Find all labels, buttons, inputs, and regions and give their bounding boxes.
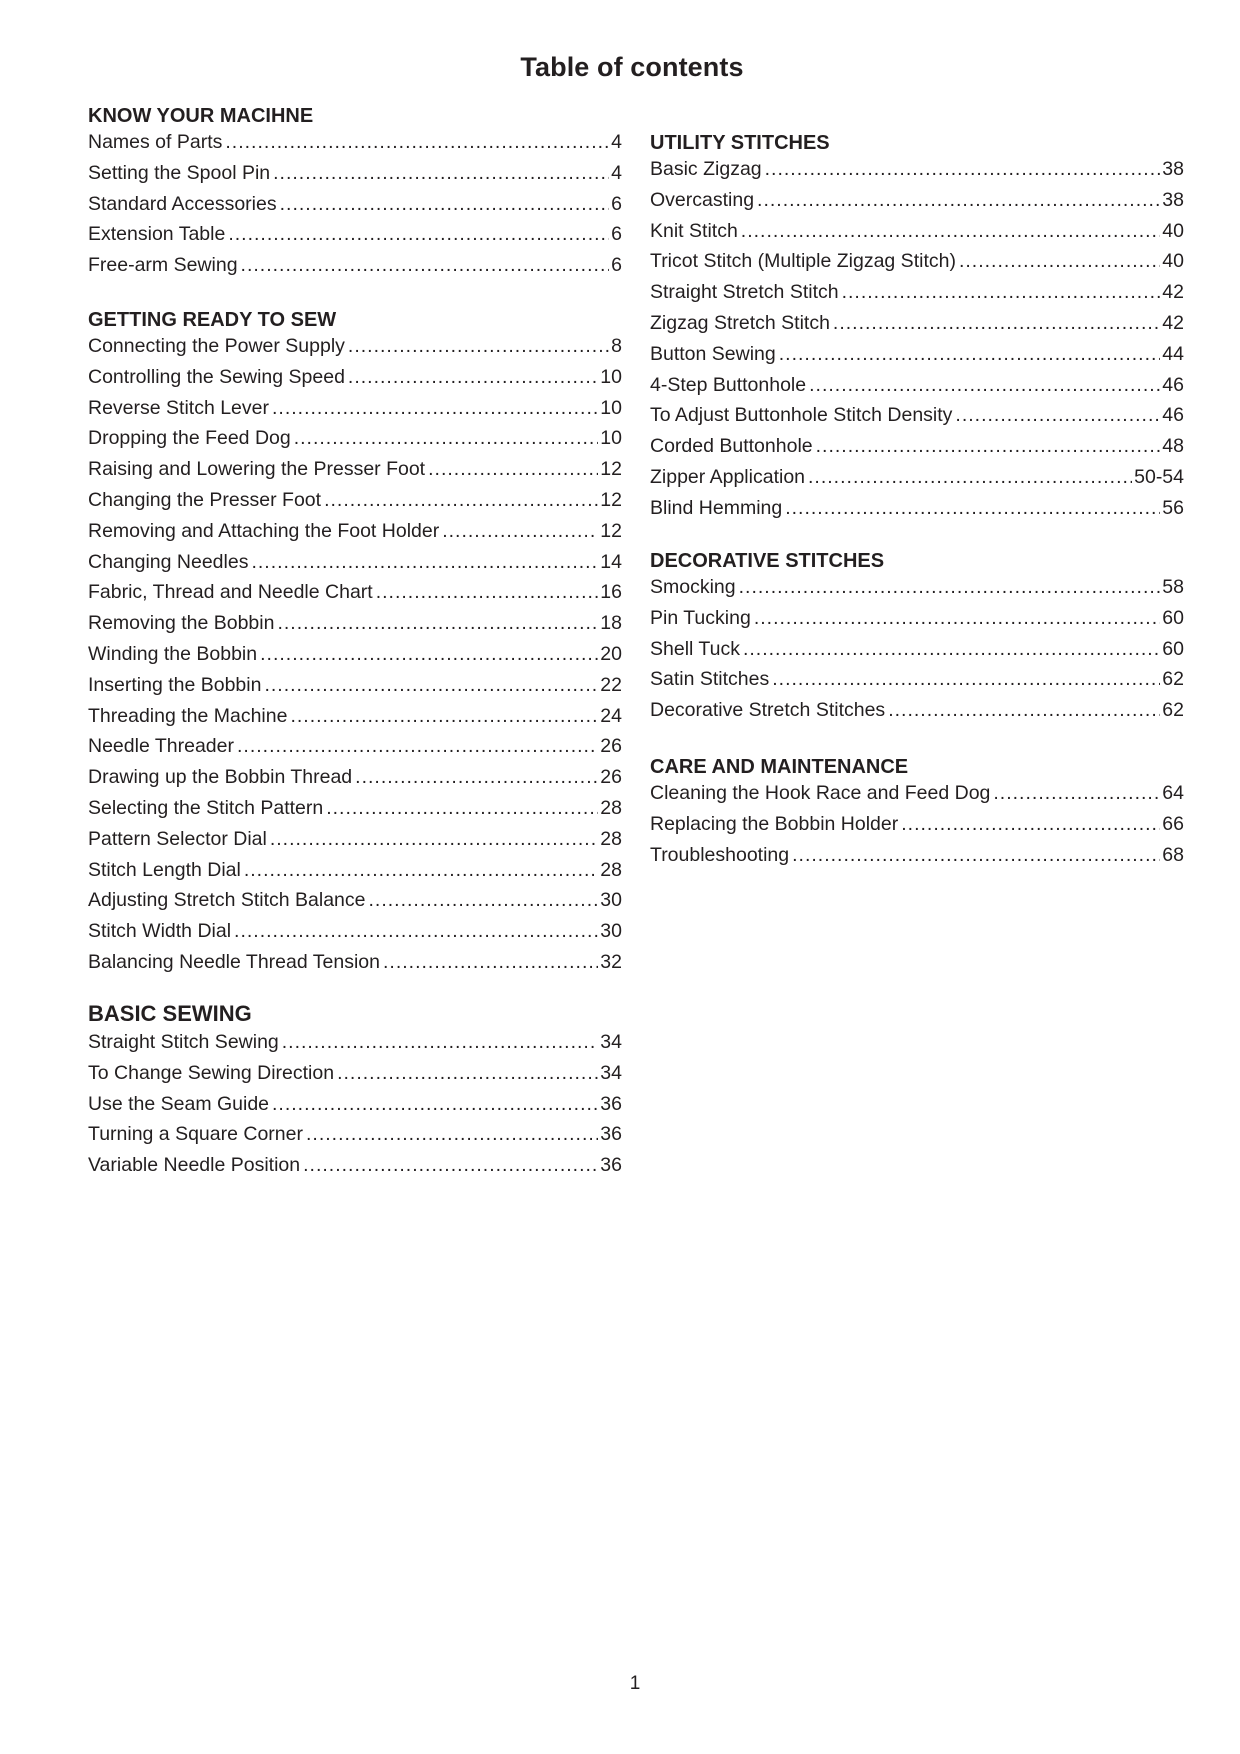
dot-leader [306, 1120, 598, 1148]
toc-entry[interactable] [650, 217, 1184, 248]
dot-leader [270, 825, 598, 853]
toc-section-getting-ready-to-sew [88, 308, 622, 979]
entry-label: Free-arm Sewing [88, 254, 238, 277]
dot-leader [272, 394, 598, 422]
entry-page-number: 4 [611, 161, 622, 184]
entry-label: Removing and Attaching the Foot Holder [88, 519, 440, 542]
dot-leader [237, 732, 598, 760]
toc-entry[interactable] [650, 463, 1184, 494]
toc-entry[interactable] [88, 578, 622, 609]
dot-leader [792, 841, 1160, 869]
entry-label: Balancing Needle Thread Tension [88, 950, 380, 973]
toc-entry[interactable] [88, 732, 622, 763]
entry-label: Straight Stretch Stitch [650, 281, 839, 304]
dot-leader [383, 948, 598, 976]
entry-label: Controlling the Sewing Speed [88, 365, 345, 388]
dot-leader [765, 155, 1161, 183]
section-heading: KNOW YOUR MACIHNE [88, 105, 314, 127]
toc-entry[interactable] [650, 340, 1184, 371]
dot-leader [888, 696, 1160, 724]
toc-entry[interactable] [650, 247, 1184, 278]
entry-page-number: 18 [600, 612, 622, 635]
entry-label: To Change Sewing Direction [88, 1061, 335, 1084]
entry-page-number: 4 [611, 131, 622, 153]
dot-leader [272, 1090, 598, 1118]
entry-page-number: 32 [600, 950, 622, 973]
entry-label: Extension Table [88, 223, 226, 246]
entry-label: Zigzag Stretch Stitch [650, 311, 830, 334]
toc-entry[interactable] [88, 917, 622, 948]
toc-entry[interactable] [88, 1059, 622, 1090]
dot-leader [251, 548, 598, 576]
entry-label: Basic Zigzag [650, 158, 762, 180]
entry-label: Names of Parts [88, 131, 223, 153]
toc-entry[interactable] [88, 363, 622, 394]
dot-leader [741, 217, 1161, 245]
dot-leader [337, 1059, 598, 1087]
entry-page-number: 12 [600, 458, 622, 481]
toc-entry[interactable] [88, 794, 622, 825]
toc-entry[interactable] [650, 779, 1184, 810]
entry-label: Dropping the Feed Dog [88, 427, 291, 450]
dot-leader [244, 856, 598, 884]
entry-page-number: 8 [611, 335, 622, 357]
entry-page-number: 28 [600, 827, 622, 850]
entry-label: Straight Stitch Sewing [88, 1031, 279, 1053]
dot-leader [816, 432, 1161, 460]
entry-page-number: 68 [1162, 843, 1184, 866]
dot-leader [348, 332, 609, 360]
entry-page-number: 60 [1162, 606, 1184, 629]
entry-label: Replacing the Bobbin Holder [650, 812, 899, 835]
entry-page-number: 62 [1162, 668, 1184, 691]
entry-page-number: 6 [611, 254, 622, 277]
entry-label: Smocking [650, 576, 736, 598]
entry-page-number: 24 [600, 704, 622, 727]
page-number: 1 [629, 1673, 641, 1694]
dot-leader [303, 1151, 598, 1179]
dot-leader [225, 128, 609, 156]
dot-leader [955, 401, 1160, 429]
entry-page-number: 26 [600, 766, 622, 789]
dot-leader [280, 190, 610, 218]
dot-leader [757, 186, 1160, 214]
entry-page-number: 10 [600, 365, 622, 388]
toc-entry[interactable] [88, 856, 622, 887]
toc-entry[interactable] [88, 486, 622, 517]
toc-entry[interactable] [650, 155, 1184, 186]
entry-page-number: 10 [600, 396, 622, 419]
entry-label: Pattern Selector Dial [88, 827, 267, 850]
section-heading: UTILITY STITCHES [650, 132, 830, 154]
toc-entry[interactable] [88, 1120, 622, 1151]
toc-entry[interactable] [88, 609, 622, 640]
entry-label: Stitch Width Dial [88, 920, 232, 943]
entry-page-number: 46 [1162, 373, 1184, 396]
entry-label: Connecting the Power Supply [88, 335, 345, 357]
entry-page-number: 60 [1162, 637, 1184, 660]
dot-leader [809, 371, 1160, 399]
dot-leader [273, 159, 609, 187]
entry-label: Variable Needle Position [88, 1154, 301, 1177]
toc-entry[interactable] [88, 517, 622, 548]
entry-label: Drawing up the Bobbin Thread [88, 766, 353, 789]
entry-page-number: 30 [600, 889, 622, 912]
entry-label: Removing the Bobbin [88, 612, 275, 635]
dot-leader [993, 779, 1160, 807]
entry-page-number: 30 [600, 920, 622, 943]
entry-page-number: 56 [1162, 496, 1184, 519]
toc-entry[interactable] [650, 186, 1184, 217]
dot-leader [228, 220, 609, 248]
entry-label: Decorative Stretch Stitches [650, 699, 886, 722]
toc-section-basic-sewing [88, 1000, 622, 1182]
entry-label: Turning a Square Corner [88, 1123, 303, 1146]
entry-label: Reverse Stitch Lever [88, 396, 269, 419]
toc-entry[interactable] [88, 886, 622, 917]
entry-label: Inserting the Bobbin [88, 673, 262, 696]
entry-label: Use the Seam Guide [88, 1092, 270, 1115]
dot-leader [842, 278, 1161, 306]
entry-page-number: 48 [1162, 435, 1184, 458]
entry-label: Satin Stitches [650, 668, 770, 691]
entry-label: Winding the Bobbin [88, 642, 258, 665]
toc-entry[interactable] [650, 309, 1184, 340]
toc-entry[interactable] [88, 671, 622, 702]
entry-page-number: 10 [600, 427, 622, 450]
entry-label: Shell Tuck [650, 637, 740, 660]
toc-section-know-your-machine [88, 104, 622, 282]
dot-leader [808, 463, 1132, 491]
entry-page-number: 42 [1162, 311, 1184, 334]
toc-entry[interactable] [88, 640, 622, 671]
toc-entry[interactable] [88, 548, 622, 579]
toc-entry[interactable] [88, 424, 622, 455]
entry-page-number: 34 [600, 1061, 622, 1084]
dot-leader [743, 635, 1160, 663]
entry-page-number: 46 [1162, 404, 1184, 427]
dot-leader [959, 247, 1160, 275]
entry-page-number: 28 [600, 796, 622, 819]
entry-page-number: 6 [611, 192, 622, 215]
entry-page-number: 12 [600, 519, 622, 542]
page-title: Table of contents [520, 52, 744, 82]
entry-page-number: 50-54 [1134, 465, 1184, 488]
dot-leader [739, 573, 1161, 601]
entry-page-number: 38 [1162, 188, 1184, 211]
toc-entry[interactable] [88, 1028, 622, 1059]
toc-entry[interactable] [88, 394, 622, 425]
dot-leader [901, 810, 1160, 838]
entry-label: Knit Stitch [650, 219, 738, 242]
dot-leader [324, 486, 598, 514]
entry-page-number: 64 [1162, 782, 1184, 804]
entry-label: Changing the Presser Foot [88, 488, 322, 511]
toc-entry[interactable] [650, 604, 1184, 635]
dot-leader [376, 578, 599, 606]
entry-page-number: 58 [1162, 576, 1184, 598]
dot-leader [779, 340, 1161, 368]
entry-page-number: 6 [611, 223, 622, 246]
dot-leader [326, 794, 598, 822]
entry-label: Zipper Application [650, 465, 806, 488]
toc-entry[interactable] [650, 665, 1184, 696]
section-heading: GETTING READY TO SEW [88, 309, 337, 331]
toc-section-care-and-maintenance [650, 755, 1184, 871]
entry-label: Overcasting [650, 188, 755, 211]
entry-label: Standard Accessories [88, 192, 277, 215]
toc-entry[interactable] [650, 401, 1184, 432]
entry-page-number: 12 [600, 488, 622, 511]
entry-page-number: 36 [600, 1123, 622, 1146]
toc-entry[interactable] [88, 455, 622, 486]
entry-page-number: 40 [1162, 219, 1184, 242]
entry-label: Adjusting Stretch Stitch Balance [88, 889, 366, 912]
entry-label: Cleaning the Hook Race and Feed Dog [650, 782, 991, 804]
entry-page-number: 40 [1162, 250, 1184, 273]
dot-leader [264, 671, 598, 699]
toc-entry[interactable] [650, 635, 1184, 666]
toc-section-utility-stitches [650, 131, 1184, 525]
toc-entry[interactable] [88, 251, 622, 282]
dot-leader [785, 494, 1160, 522]
entry-page-number: 38 [1162, 158, 1184, 180]
entry-page-number: 36 [600, 1154, 622, 1177]
dot-leader [369, 886, 599, 914]
entry-label: Selecting the Stitch Pattern [88, 796, 324, 819]
entry-page-number: 26 [600, 735, 622, 758]
entry-label: Threading the Machine [88, 704, 288, 727]
entry-label: Raising and Lowering the Presser Foot [88, 458, 426, 481]
section-heading: DECORATIVE STITCHES [650, 550, 885, 572]
toc-entry[interactable] [650, 810, 1184, 841]
toc-entry[interactable] [88, 1151, 622, 1182]
toc-entry[interactable] [88, 159, 622, 190]
dot-leader [772, 665, 1160, 693]
entry-label: 4-Step Buttonhole [650, 373, 807, 396]
toc-entry[interactable] [88, 1090, 622, 1121]
dot-leader [277, 609, 598, 637]
section-heading: BASIC SEWING [88, 1001, 252, 1026]
entry-label: Fabric, Thread and Needle Chart [88, 581, 373, 604]
entry-page-number: 36 [600, 1092, 622, 1115]
entry-page-number: 16 [600, 581, 622, 604]
entry-page-number: 22 [600, 673, 622, 696]
dot-leader [348, 363, 598, 391]
dot-leader [754, 604, 1160, 632]
dot-leader [833, 309, 1160, 337]
entry-page-number: 14 [600, 550, 622, 573]
entry-label: Stitch Length Dial [88, 858, 241, 881]
entry-page-number: 20 [600, 642, 622, 665]
entry-label: Setting the Spool Pin [88, 161, 271, 184]
dot-leader [355, 763, 598, 791]
entry-label: Corded Buttonhole [650, 435, 813, 458]
toc-entry[interactable] [650, 432, 1184, 463]
toc-entry[interactable] [650, 278, 1184, 309]
dot-leader [290, 702, 598, 730]
entry-label: Pin Tucking [650, 606, 751, 629]
dot-leader [282, 1028, 599, 1056]
entry-page-number: 42 [1162, 281, 1184, 304]
entry-page-number: 62 [1162, 699, 1184, 722]
toc-entry[interactable] [88, 220, 622, 251]
dot-leader [442, 517, 598, 545]
toc-entry[interactable] [650, 573, 1184, 604]
toc-entry[interactable] [88, 825, 622, 856]
dot-leader [241, 251, 610, 279]
toc-entry[interactable] [650, 696, 1184, 727]
toc-section-decorative-stitches [650, 549, 1184, 727]
toc-entry[interactable] [88, 702, 622, 733]
dot-leader [260, 640, 598, 668]
entry-label: To Adjust Buttonhole Stitch Density [650, 404, 953, 427]
dot-leader [234, 917, 598, 945]
entry-page-number: 28 [600, 858, 622, 881]
toc-entry[interactable] [650, 371, 1184, 402]
entry-label: Changing Needles [88, 550, 249, 573]
entry-label: Needle Threader [88, 735, 234, 758]
dot-leader [294, 424, 599, 452]
toc-entry[interactable] [88, 948, 622, 979]
section-heading: CARE AND MAINTENANCE [650, 756, 909, 778]
entry-page-number: 44 [1162, 342, 1184, 365]
dot-leader [428, 455, 598, 483]
entry-label: Button Sewing [650, 342, 776, 365]
toc-entry[interactable] [88, 128, 622, 159]
entry-label: Blind Hemming [650, 496, 783, 519]
entry-page-number: 34 [600, 1031, 622, 1053]
toc-entry[interactable] [88, 763, 622, 794]
entry-page-number: 66 [1162, 812, 1184, 835]
entry-label: Troubleshooting [650, 843, 790, 866]
toc-entry[interactable] [88, 332, 622, 363]
toc-entry[interactable] [650, 494, 1184, 525]
toc-entry[interactable] [88, 190, 622, 221]
entry-label: Tricot Stitch (Multiple Zigzag Stitch) [650, 250, 956, 273]
toc-entry[interactable] [650, 841, 1184, 872]
